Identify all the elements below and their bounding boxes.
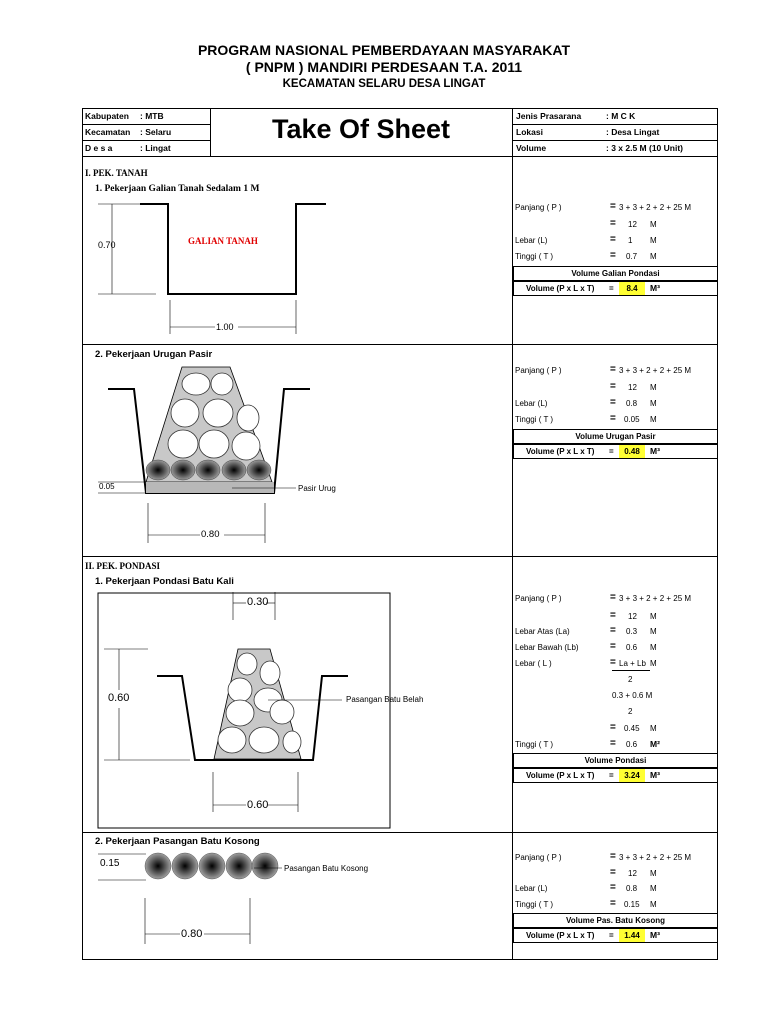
b3-l-numerator: La + Lb: [619, 659, 646, 668]
b3-vol-eq: =: [609, 771, 614, 780]
b2-p-unit: M: [650, 383, 657, 392]
b1-panjang-label: Panjang ( P ): [515, 203, 562, 212]
b2-panjang-eq: =: [610, 364, 616, 375]
b4-panjang-eq: =: [610, 851, 616, 862]
jenis-label: Jenis Prasarana: [516, 111, 582, 121]
b4-panjang-label: Panjang ( P ): [515, 853, 562, 862]
b3-panjang-eq: =: [610, 592, 616, 603]
program-subtitle: ( PNPM ) MANDIRI PERDESAAN T.A. 2011: [245, 59, 523, 75]
b3-la-value: 0.3: [626, 627, 638, 636]
b1-vol-unit: M³: [650, 283, 660, 293]
desa-label: D e s a: [85, 143, 113, 153]
galian-label: GALIAN TANAH: [188, 236, 258, 246]
b3-tinggi-value: 0.6: [626, 740, 638, 749]
batu-kosong-dim-width: 0.80: [181, 928, 203, 940]
b2-vol-unit: M³: [650, 446, 660, 456]
b4-volume-row: [513, 928, 718, 943]
b1-lebar-value: 1: [628, 236, 633, 245]
b3-l-numerator-2: 0.3 + 0.6 M: [612, 691, 653, 700]
b1-lebar-eq: =: [610, 234, 616, 245]
b1-tinggi-label: Tinggi ( T ): [515, 252, 554, 261]
b4-p-value: 12: [628, 869, 637, 878]
b4-lebar-label: Lebar (L): [515, 884, 548, 893]
b4-lebar-value: 0.8: [626, 884, 638, 893]
b1-vol-eq: =: [609, 284, 614, 293]
lokasi-label: Lokasi: [516, 127, 543, 137]
b4-vol-formula: Volume (P x L x T): [526, 931, 595, 940]
program-title: PROGRAM NASIONAL PEMBERDAYAAN MASYARAKAT: [197, 42, 571, 58]
b4-lebar-eq: =: [610, 882, 616, 893]
b4-p-eq: =: [610, 867, 616, 878]
lokasi-value: : Desa Lingat: [606, 127, 660, 137]
b2-tinggi-label: Tinggi ( T ): [515, 415, 554, 424]
b3-l-unit: M: [650, 659, 657, 668]
b3-p-eq: =: [610, 610, 616, 621]
section-2-item-1: 1. Pekerjaan Pondasi Batu Kali: [95, 576, 234, 587]
b2-panjang-expr: 3 + 3 + 2 + 2 + 25 M: [619, 366, 692, 375]
pondasi-dim-top: 0.30: [247, 596, 269, 608]
pondasi-dim-width: 0.60: [247, 799, 269, 811]
b1-p-unit: M: [650, 220, 657, 229]
b2-vol-eq: =: [609, 447, 614, 456]
b1-lebar-label: Lebar (L): [515, 236, 548, 245]
b2-tinggi-unit: M: [650, 415, 657, 424]
section-2-title: II. PEK. PONDASI: [85, 561, 161, 571]
b4-tinggi-unit: M: [650, 900, 657, 909]
volume-value: : 3 x 2.5 M (10 Unit): [606, 143, 683, 153]
b2-lebar-label: Lebar (L): [515, 399, 548, 408]
b1-volume-title: Volume Galian Pondasi: [513, 266, 718, 281]
b2-lebar-value: 0.8: [626, 399, 638, 408]
sheet-title: Take Of Sheet: [271, 114, 451, 144]
b3-l-eq: =: [610, 657, 616, 668]
jenis-value: : M C K: [606, 111, 636, 121]
b1-p-eq: =: [610, 218, 616, 229]
b1-tinggi-eq: =: [610, 250, 616, 261]
desa-value: : Lingat: [140, 143, 171, 153]
b3-la-unit: M: [650, 627, 657, 636]
b4-vol-value: 1.44: [619, 929, 645, 942]
location-title: KECAMATAN SELARU DESA LINGAT: [282, 78, 486, 90]
b2-p-eq: =: [610, 381, 616, 392]
kecamatan-value: : Selaru: [140, 127, 172, 137]
b3-p-value: 12: [628, 612, 637, 621]
section-1-item-2: 2. Pekerjaan Urugan Pasir: [95, 349, 213, 360]
b3-la-eq: =: [610, 625, 616, 636]
b1-panjang-eq: =: [610, 201, 616, 212]
volume-label: Volume: [516, 143, 547, 153]
b3-l-denominator: 2: [628, 675, 633, 684]
b1-lebar-unit: M: [650, 236, 657, 245]
b4-tinggi-eq: =: [610, 898, 616, 909]
pondasi-note: Pasangan Batu Belah: [346, 695, 424, 704]
b4-volume-title: Volume Pas. Batu Kosong: [513, 913, 718, 928]
section-1-title: I. PEK. TANAH: [85, 168, 148, 178]
b4-vol-unit: M³: [650, 930, 660, 940]
b2-p-value: 12: [628, 383, 637, 392]
b3-l-value-unit: M: [650, 724, 657, 733]
b3-tinggi-label: Tinggi ( T ): [515, 740, 554, 749]
galian-dim-height: 0.70: [98, 240, 116, 250]
b3-lb-unit: M: [650, 643, 657, 652]
b2-lebar-unit: M: [650, 399, 657, 408]
b3-l-value-eq: =: [610, 722, 616, 733]
b4-p-unit: M: [650, 869, 657, 878]
galian-dim-width: 1.00: [216, 322, 234, 332]
b2-panjang-label: Panjang ( P ): [515, 366, 562, 375]
b3-tinggi-unit: M²: [650, 739, 660, 749]
b3-lb-label: Lebar Bawah (Lb): [515, 643, 579, 652]
b2-volume-title: Volume Urugan Pasir: [513, 429, 718, 444]
urugan-dim-width: 0.80: [201, 529, 220, 540]
pondasi-dim-height: 0.60: [108, 692, 130, 704]
b4-lebar-unit: M: [650, 884, 657, 893]
b4-tinggi-value: 0.15: [624, 900, 640, 909]
b4-panjang-expr: 3 + 3 + 2 + 2 + 25 M: [619, 853, 692, 862]
b3-vol-unit: M³: [650, 770, 660, 780]
b3-l-denominator-2: 2: [628, 707, 633, 716]
b1-panjang-expr: 3 + 3 + 2 + 2 + 25 M: [619, 203, 692, 212]
batu-kosong-dim-height: 0.15: [100, 858, 120, 869]
b3-lb-eq: =: [610, 641, 616, 652]
b3-l-value: 0.45: [624, 724, 640, 733]
b2-tinggi-value: 0.05: [624, 415, 640, 424]
b1-p-value: 12: [628, 220, 637, 229]
b1-vol-value: 8.4: [619, 282, 645, 295]
b2-lebar-eq: =: [610, 397, 616, 408]
kecamatan-label: Kecamatan: [85, 127, 131, 137]
b2-vol-value: 0.48: [619, 445, 645, 458]
kabupaten-label: Kabupaten: [85, 111, 129, 121]
b2-tinggi-eq: =: [610, 413, 616, 424]
b3-panjang-label: Panjang ( P ): [515, 594, 562, 603]
b3-volume-title: Volume Pondasi: [513, 753, 718, 768]
b3-tinggi-eq: =: [610, 738, 616, 749]
section-2-item-2: 2. Pekerjaan Pasangan Batu Kosong: [95, 836, 260, 847]
b4-tinggi-label: Tinggi ( T ): [515, 900, 554, 909]
b2-vol-formula: Volume (P x L x T): [526, 447, 595, 456]
b1-tinggi-value: 0.7: [626, 252, 638, 261]
batu-kosong-note: Pasangan Batu Kosong: [284, 864, 369, 873]
b1-tinggi-unit: M: [650, 252, 657, 261]
urugan-dim-height: 0.05: [99, 482, 115, 491]
b3-la-label: Lebar Atas (La): [515, 627, 570, 636]
b3-l-label: Lebar ( L ): [515, 659, 552, 668]
b3-panjang-expr: 3 + 3 + 2 + 2 + 25 M: [619, 594, 692, 603]
b3-vol-formula: Volume (P x L x T): [526, 771, 595, 780]
section-1-item-1: 1. Pekerjaan Galian Tanah Sedalam 1 M: [95, 184, 260, 194]
b3-lb-value: 0.6: [626, 643, 638, 652]
urugan-note: Pasir Urug: [298, 484, 336, 493]
b1-vol-formula: Volume (P x L x T): [526, 284, 595, 293]
kabupaten-value: : MTB: [140, 111, 164, 121]
b3-p-unit: M: [650, 612, 657, 621]
b4-vol-eq: =: [609, 931, 614, 940]
b3-vol-value: 3.24: [619, 769, 645, 782]
